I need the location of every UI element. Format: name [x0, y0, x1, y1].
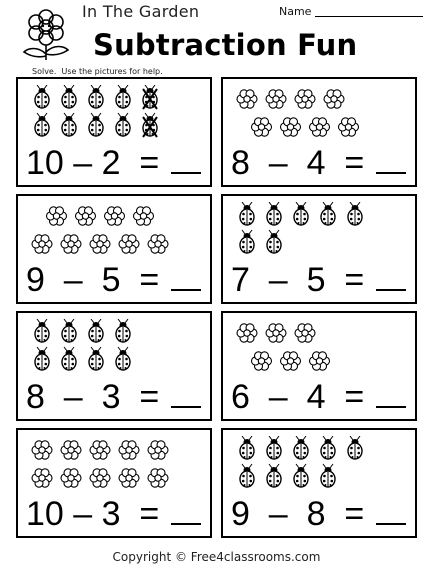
- problem-cell: [221, 311, 417, 421]
- flower-icon: [47, 207, 67, 225]
- ladybug-icon: [348, 202, 362, 225]
- flower-icon: [281, 118, 301, 136]
- flower-icon: [32, 235, 52, 253]
- equation: [231, 493, 406, 534]
- flower-icon: [148, 441, 168, 459]
- flower-icon: [266, 90, 286, 108]
- ladybug-icon: [240, 464, 254, 487]
- ladybug-icon: [35, 113, 49, 136]
- ladybug-icon: [240, 230, 254, 253]
- ladybug-icon: [116, 347, 130, 370]
- equation-text: 9 – 8 =: [231, 495, 374, 533]
- copyright: Copyright © Free4classrooms.com: [112, 550, 321, 564]
- flower-icon: [237, 324, 257, 342]
- flower-icon: [76, 207, 96, 225]
- flower-icon: [119, 469, 139, 487]
- name-label: Name: [279, 5, 312, 18]
- ladybug-icon: [62, 319, 76, 342]
- flower-icon: [32, 469, 52, 487]
- ladybug-icon: [267, 436, 281, 459]
- flower-icon: [266, 324, 286, 342]
- ladybug-icon: [89, 85, 103, 108]
- ladybug-icon: [62, 113, 76, 136]
- picture-group: [28, 202, 208, 262]
- instructions: Solve. Use the pictures for help.: [32, 67, 163, 76]
- name-line: [315, 16, 423, 17]
- picture-group: [233, 436, 413, 496]
- ladybug-icon: [35, 85, 49, 108]
- ladybug-icon: [294, 202, 308, 225]
- answer-blank[interactable]: [171, 259, 201, 291]
- problem-cell: [221, 77, 417, 187]
- flower-icon: [295, 90, 315, 108]
- picture-group: [233, 85, 413, 145]
- ladybug-icon: [62, 347, 76, 370]
- problem-cell: [16, 77, 212, 187]
- flower-icon: [295, 324, 315, 342]
- ladybug-icon: [321, 202, 335, 225]
- flower-icon: [119, 235, 139, 253]
- flower-icon: [105, 207, 125, 225]
- equation: [26, 376, 201, 417]
- flower-icon: [148, 235, 168, 253]
- equation-text: 9 – 5 =: [26, 261, 169, 299]
- equation: [26, 259, 201, 300]
- ladybug-icon: [116, 113, 130, 136]
- picture-group: [233, 319, 413, 379]
- flower-icon: [148, 469, 168, 487]
- problem-grid: [16, 77, 417, 538]
- flower-icon: [252, 352, 272, 370]
- ladybug-icon: [348, 436, 362, 459]
- flower-icon: [324, 90, 344, 108]
- ladybug-icon: [321, 464, 335, 487]
- equation-text: 10 – 2 =: [26, 144, 169, 182]
- flower-icon: [16, 6, 76, 62]
- picture-group: [233, 202, 413, 262]
- flower-icon: [61, 469, 81, 487]
- flower-icon: [134, 207, 154, 225]
- ladybug-icon: [89, 319, 103, 342]
- flower-icon: [61, 441, 81, 459]
- equation: [231, 259, 406, 300]
- answer-blank[interactable]: [171, 493, 201, 525]
- flower-icon: [90, 235, 110, 253]
- ladybug-icon: [116, 319, 130, 342]
- ladybug-icon: [116, 85, 130, 108]
- ladybug-icon: [321, 436, 335, 459]
- problem-cell: [221, 194, 417, 304]
- equation-text: 10 – 3 =: [26, 495, 169, 533]
- problem-cell: [16, 428, 212, 538]
- flower-icon: [310, 118, 330, 136]
- problem-cell: [221, 428, 417, 538]
- ladybug-icon: [267, 230, 281, 253]
- answer-blank[interactable]: [376, 142, 406, 174]
- equation-text: 8 – 4 =: [231, 144, 374, 182]
- equation-text: 6 – 4 =: [231, 378, 374, 416]
- flower-icon: [90, 441, 110, 459]
- flower-icon: [32, 441, 52, 459]
- flower-icon: [119, 441, 139, 459]
- ladybug-icon: [240, 202, 254, 225]
- ladybug-icon: [89, 347, 103, 370]
- ladybug-icon: [294, 464, 308, 487]
- flower-icon: [90, 469, 110, 487]
- equation-text: 7 – 5 =: [231, 261, 374, 299]
- ladybug-icon: [62, 85, 76, 108]
- equation: [26, 493, 201, 534]
- flower-icon: [310, 352, 330, 370]
- equation: [231, 376, 406, 417]
- flower-icon: [281, 352, 301, 370]
- problem-cell: [16, 311, 212, 421]
- answer-blank[interactable]: [376, 259, 406, 291]
- ladybug-icon: [35, 347, 49, 370]
- picture-group: [28, 319, 208, 379]
- answer-blank[interactable]: [376, 493, 406, 525]
- answer-blank[interactable]: [171, 376, 201, 408]
- problem-cell: [16, 194, 212, 304]
- flower-icon: [237, 90, 257, 108]
- ladybug-icon: [267, 464, 281, 487]
- ladybug-icon: [267, 202, 281, 225]
- equation: [26, 142, 201, 183]
- answer-blank[interactable]: [171, 142, 201, 174]
- ladybug-icon: [35, 319, 49, 342]
- picture-group: [28, 85, 208, 145]
- worksheet-subtitle: In The Garden: [82, 2, 200, 21]
- flower-icon: [252, 118, 272, 136]
- equation-text: 8 – 3 =: [26, 378, 169, 416]
- worksheet-title: Subtraction Fun: [93, 28, 358, 62]
- ladybug-icon: [294, 436, 308, 459]
- equation: [231, 142, 406, 183]
- ladybug-icon: [89, 113, 103, 136]
- ladybug-icon: [240, 436, 254, 459]
- flower-icon: [61, 235, 81, 253]
- flower-icon: [339, 118, 359, 136]
- answer-blank[interactable]: [376, 376, 406, 408]
- picture-group: [28, 436, 208, 496]
